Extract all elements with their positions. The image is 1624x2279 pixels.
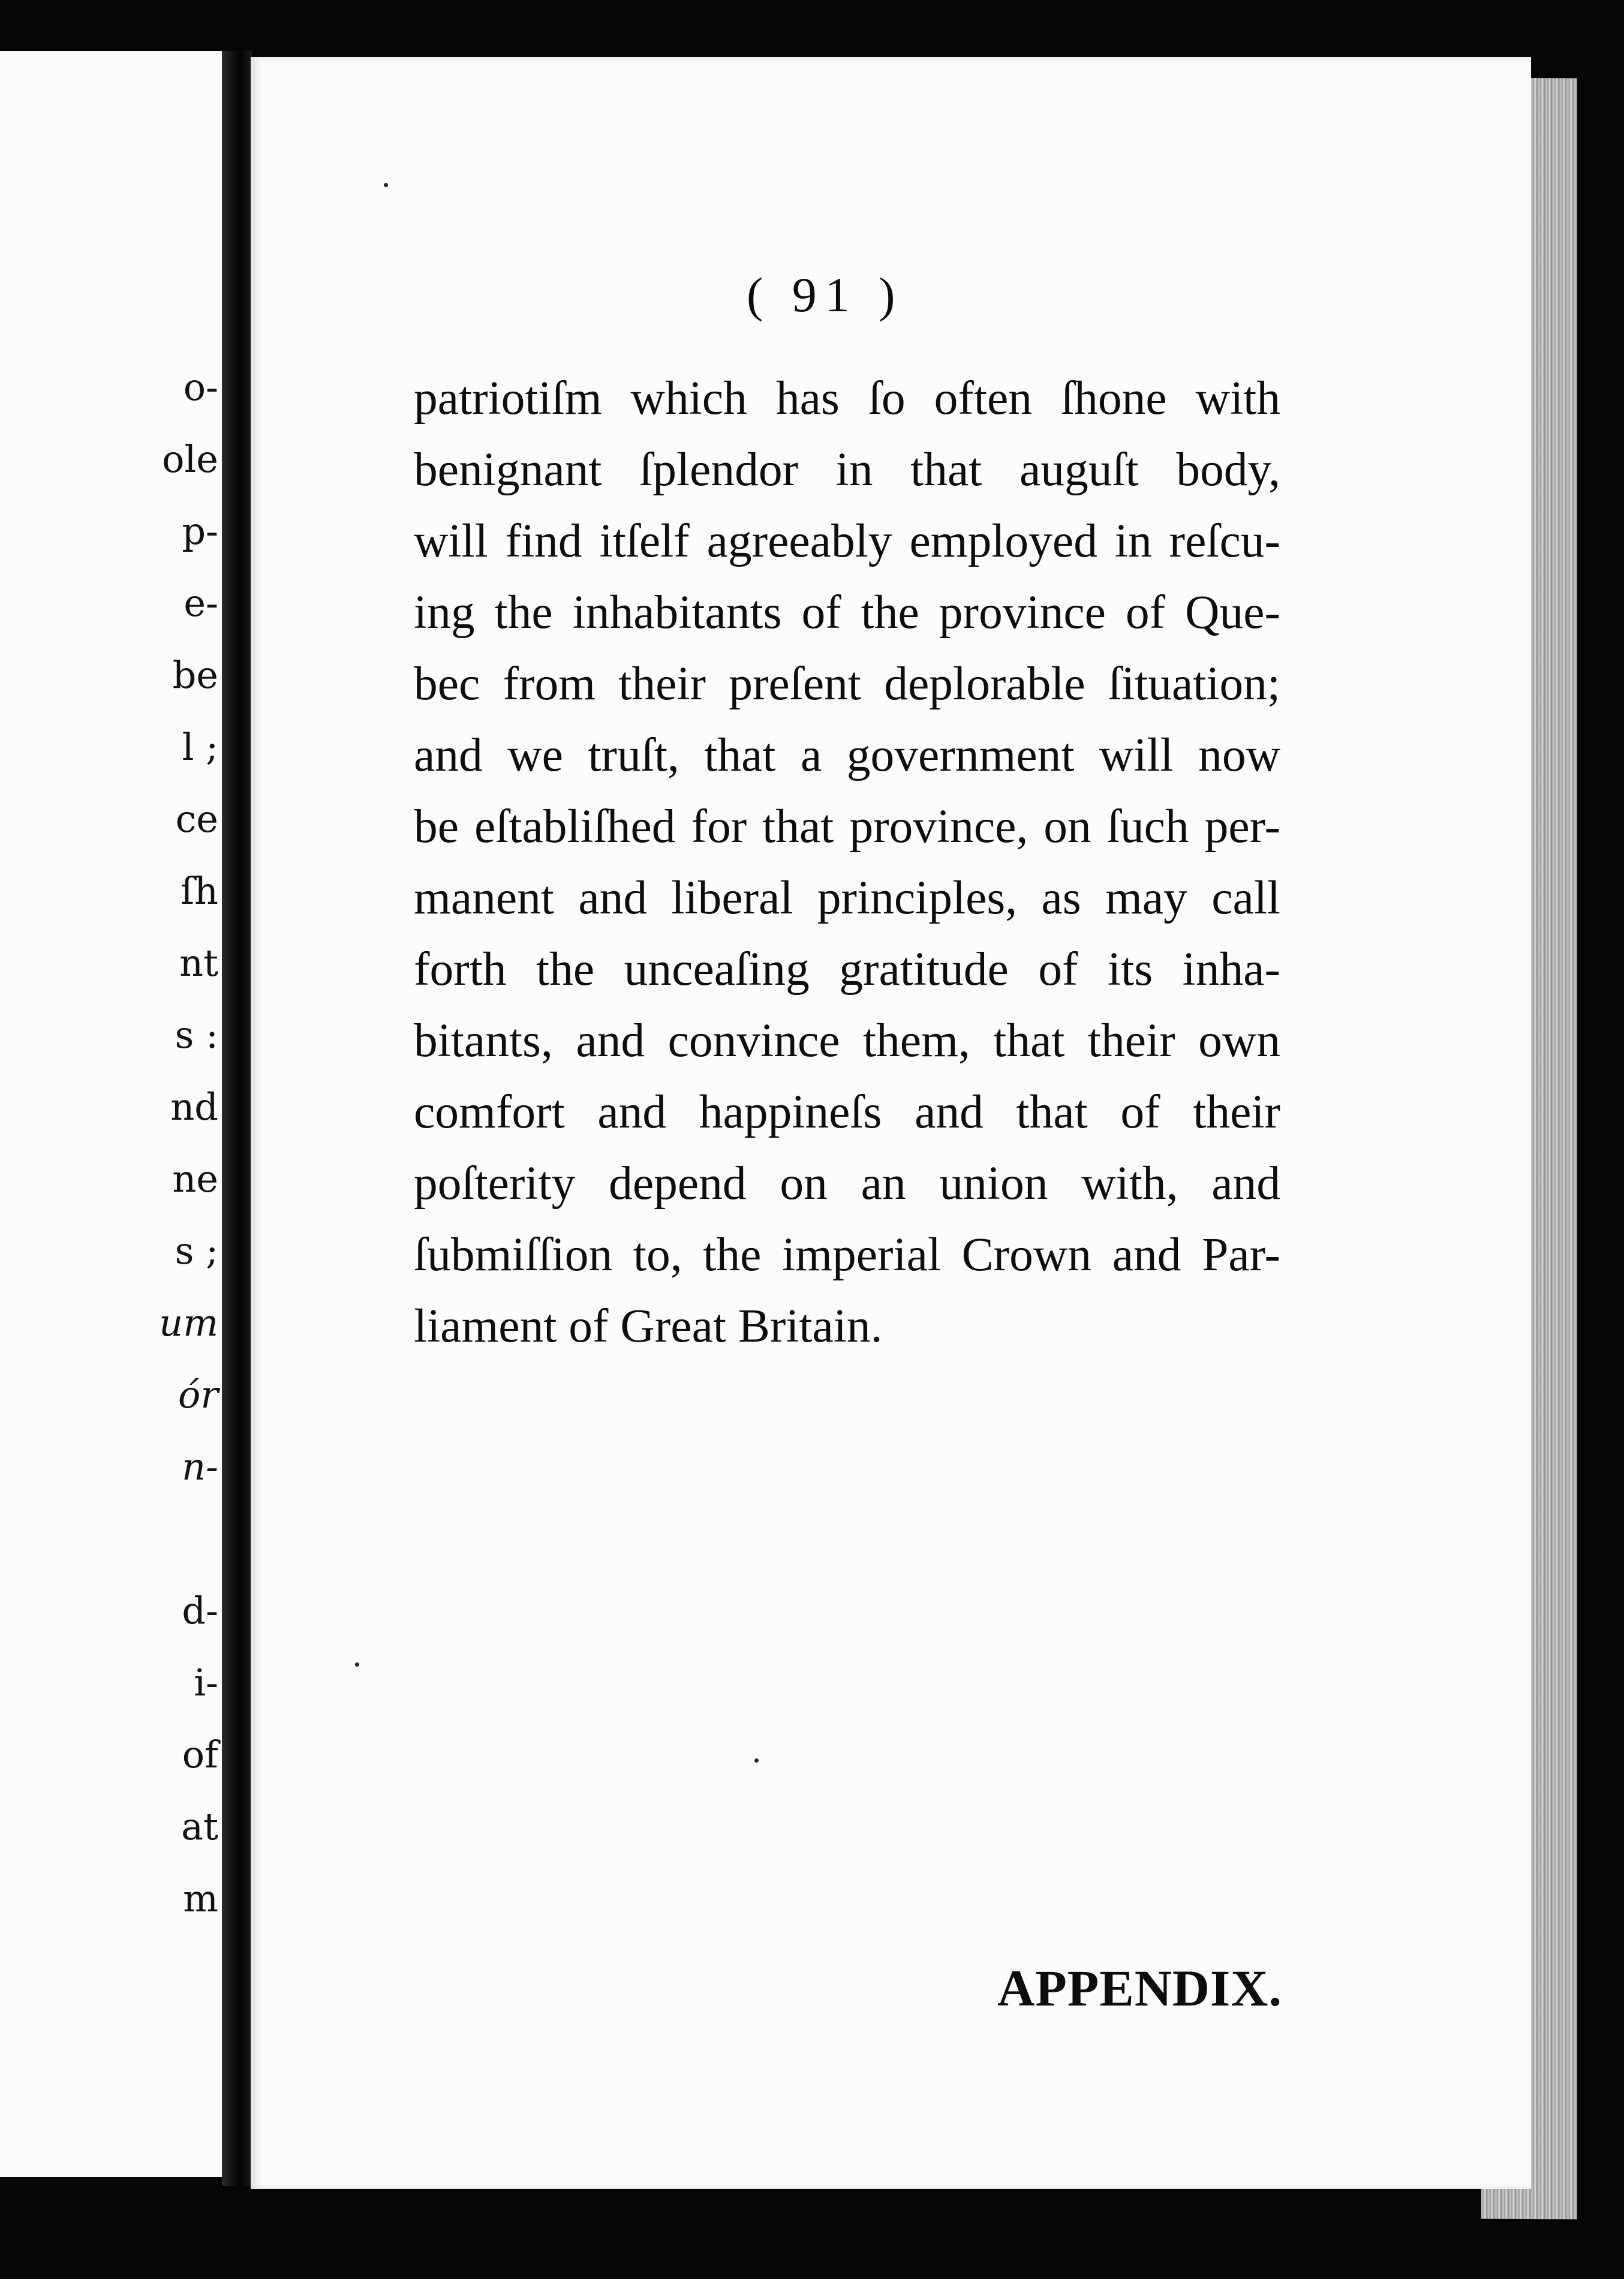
facing-page-fragment: s ; (175, 1229, 218, 1273)
body-text-line: ing the inhabitants of the province of Que- (414, 586, 1280, 639)
facing-page-fragment: l ; (182, 725, 218, 769)
body-text-line: bec from their preſent deplorable ſituation; (414, 657, 1280, 710)
facing-page-fragment: d- (182, 1589, 218, 1632)
facing-page-fragment: nd (170, 1085, 218, 1129)
facing-page-fragment: m (183, 1877, 218, 1920)
facing-page-fragment: i- (194, 1661, 218, 1704)
facing-page-fragment: ce (175, 797, 218, 841)
facing-page-fragment: of (182, 1733, 218, 1776)
facing-page-fragment: ne (172, 1157, 218, 1201)
facing-page-fragment: ór (178, 1373, 218, 1417)
facing-page-fragment: at (181, 1805, 218, 1848)
facing-page-fragment: um (159, 1301, 218, 1345)
body-text-line: forth the unceaſing gratitude of its inha- (414, 943, 1280, 996)
body-text-line: comfort and happineſs and that of their (414, 1086, 1280, 1138)
body-text-line: be eſtabliſhed for that province, on ſuch per- (414, 800, 1280, 853)
body-text-line: benignant ſplendor in that auguſt body, (414, 443, 1280, 496)
facing-page-fragment: be (172, 653, 218, 697)
facing-page-fragment: p- (182, 509, 218, 553)
ink-speck (355, 1662, 359, 1667)
body-text-line: and we truſt, that a government will now (414, 729, 1280, 781)
facing-page (0, 51, 222, 2177)
facing-page-fragment: s : (175, 1013, 218, 1057)
body-text-line: will find itſelf agreeably employed in reſcu- (414, 515, 1280, 567)
facing-page-fragment: e- (184, 581, 218, 625)
facing-page-fragment: ole (162, 437, 218, 481)
ink-speck (754, 1758, 759, 1763)
ink-speck (384, 183, 388, 187)
facing-page-fragment: o- (183, 365, 218, 409)
body-text-line: liament of Great Britain. (414, 1300, 883, 1352)
body-text-line: manent and liberal principles, as may call (414, 871, 1280, 924)
body-text-line: patriotiſm which has ſo often ſhone with (414, 372, 1280, 425)
body-text (414, 363, 1280, 1362)
body-text-line: ſubmiſſion to, the imperial Crown and Par- (414, 1228, 1280, 1281)
facing-page-fragment: nt (179, 941, 218, 985)
facing-page-fragment: ſh (181, 869, 218, 913)
body-text-line: poſterity depend on an union with, and (414, 1157, 1280, 1210)
book-gutter (222, 51, 252, 2186)
body-text-line: bitants, and convince them, that their own (414, 1014, 1280, 1067)
appendix-heading: APPENDIX. (997, 1959, 1282, 2017)
facing-page-fragment: n- (182, 1445, 218, 1489)
page-number: ( 91 ) (747, 267, 904, 322)
